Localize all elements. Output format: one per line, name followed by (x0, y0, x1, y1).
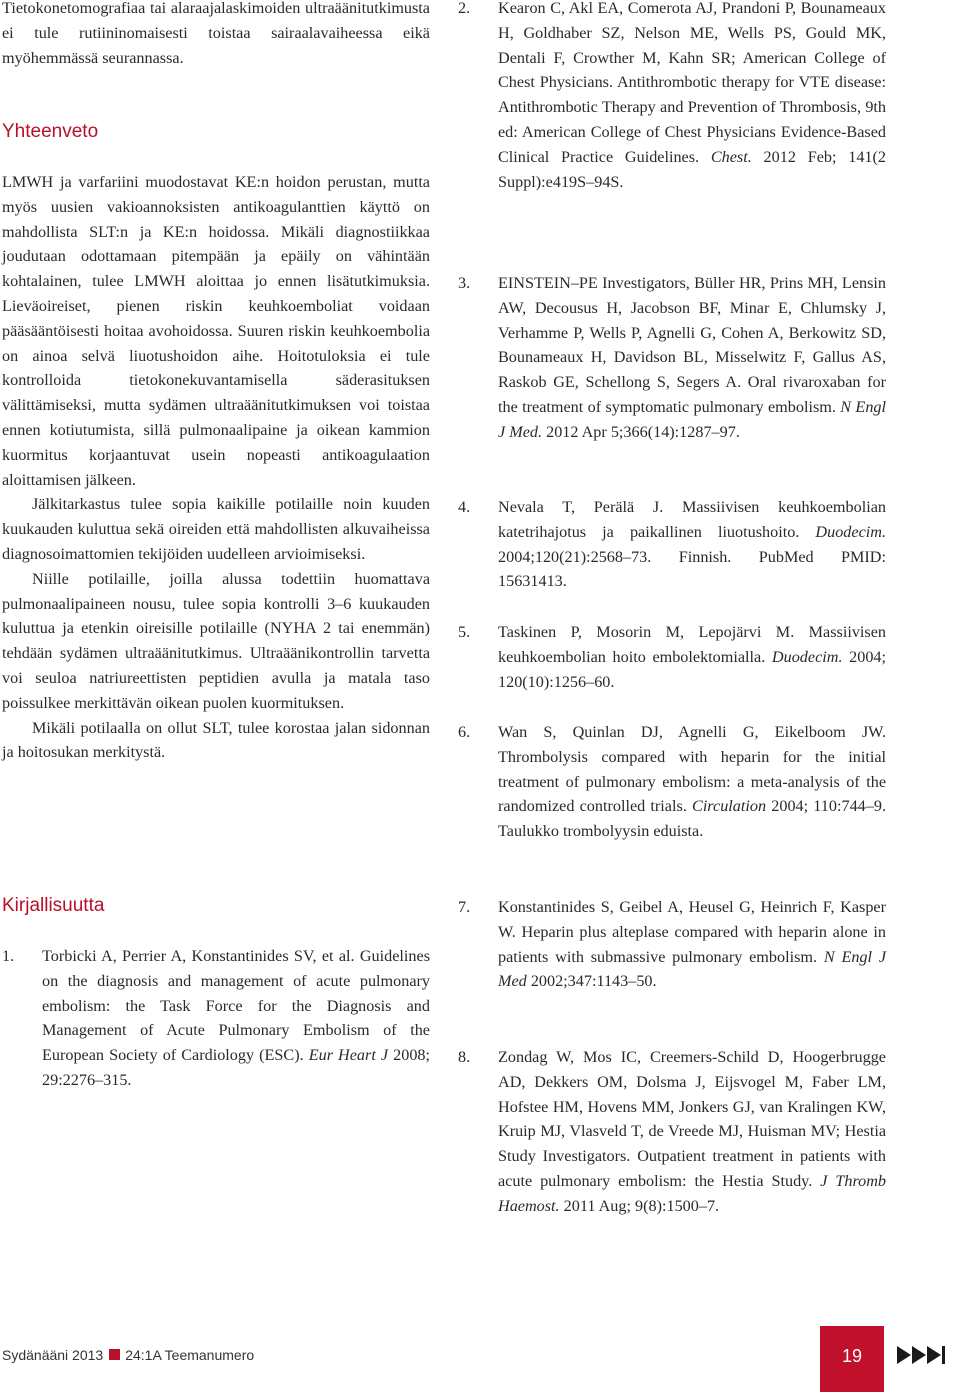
page-number: 19 (841, 1346, 863, 1366)
reference-7 (458, 895, 886, 994)
reference-number: 8. (458, 1048, 471, 1066)
reference-number: 7. (458, 898, 471, 916)
reference-journal: Chest. (710, 147, 752, 166)
double-arrow-right-icon[interactable] (895, 1340, 955, 1370)
reference-body (498, 620, 886, 694)
summary-section (2, 170, 430, 765)
reference-1 (2, 944, 430, 1093)
reference-3 (458, 271, 886, 445)
reference-number: 1. (2, 947, 15, 965)
footer-publication: Sydänääni 2013 (2, 1347, 104, 1363)
reference-journal: N Engl J Med (498, 947, 887, 991)
reference-citation: 2004; 110:744–9. Taulukko trombolyysin eduista. (498, 797, 886, 841)
intro-paragraph: Tietokonetomografiaa tai alaraajalaskimoiden ultraäänitutkimusta ei tule rutiininomaisesti toistaa sairaalavaiheessa eikä myöhemmässä seurannassa. (2, 0, 430, 67)
reference-body (498, 0, 886, 194)
reference-5 (458, 620, 886, 694)
reference-text: Wan S, Quinlan DJ, Agnelli G, Eikelboom JW. Thrombolysis compared with heparin for the initial treatment of pulmonary embolism: a meta-analysis of the randomized controlled trials. (498, 723, 886, 816)
reference-body (498, 720, 886, 844)
reference-citation: 2004;120(21):2568–73. Finnish. PubMed PMID: 15631413. (498, 547, 886, 591)
page-footer (0, 1326, 960, 1392)
summary-paragraph-3: Niille potilaille, joilla alussa todettiin huomattava pulmonaalipaineen nousu, tulee sopia kontrolli 3–6 kuukauden kuluttua ja etenkin oireisille potilaille (NYHA 2 tai enemmän) tehdään sydämen ultraäänitutkimus. Ultraäänikontrollin tarvetta voi seuloa natriureettisten peptidien avulla ja matala taso poissulkee merkittävän oikean puolen kuormituksen. (2, 569, 430, 712)
reference-6 (458, 720, 886, 844)
reference-journal: Eur Heart J (308, 1046, 389, 1065)
reference-text: EINSTEIN–PE Investigators, Büller HR, Prins MH, Lensin AW, Decousus H, Jacobson BF, Minar E, Chlumsky J, Verhamme P, Wells P, Agnelli G, Cohen A, Berkowitz SD, Bounameaux H, Davidson BL, Misselwitz F, Gallus AS, Raskob GE, Schellong S, Segers A. Oral rivaroxaban for the treatment of symptomatic pulmonary embolism. (498, 274, 886, 416)
reference-journal: Duodecim. (771, 647, 843, 666)
reference-number: 2. (458, 0, 471, 17)
summary-paragraph-1: LMWH ja varfariini muodostavat KE:n hoidon perustan, mutta myös uusien vakioannoksisten antikoagulanttien käyttö on mahdollista SLT:n ja KE:n hoidossa. Mikäli diagnostiikkaa joudutaan odottamaan pitempään ja epäily on vähintään kohtalainen, tulee LMWH aloittaa jo ennen lisätutkimuksia. Lieväoireiset, pienen riskin keuhkoemboliat voidaan pääsääntöisesti hoitaa avohoidossa. Suuren riskin keuhkoembolia on ainoa selvä liuotushoidon aihe. Hoitotuloksia ei tule kontrolloida tietokonekuvantamisella säderasituksen välittämiseksi, mutta sydämen ultraäänitutkimuksen voi toistaa ennen kotiutumista, sillä pulmonaalipaine ja oikean kammion kuormitus korjaantuvat usein nopeasti antikoagulaation aloittamisen jälkeen. (2, 173, 430, 489)
reference-number: 3. (458, 274, 471, 292)
summary-paragraph-2: Jälkitarkastus tulee sopia kaikille potilaille noin kuuden kuukauden kuluttua sekä oireiden että mahdollisten alkuvaiheissa diagnosoimattomien tekijöiden uudelleen arvioimiseksi. (2, 495, 430, 563)
reference-number: 4. (458, 498, 471, 516)
reference-text: Kearon C, Akl EA, Comerota AJ, Prandoni P, Bounameaux H, Goldhaber SZ, Nelson ME, Wells PS, Gould MK, Dentali F, Crowther M, Kahn SR; American College of Chest Physicians. Antithrombotic therapy for VTE disease: Antithrombotic Therapy and Prevention of Thrombosis, 9th ed: American College of Chest Physicians Evidence-Based Clinical Practice Guidelines. (498, 0, 886, 166)
reference-journal: N Engl J Med. (498, 397, 887, 441)
reference-text: Torbicki A, Perrier A, Konstantinides SV, et al. Guidelines on the diagnosis and management of acute pulmonary embolism: the Task Force for the Diagnosis and Management of Acute Pulmonary Embolism of the European Society of Cardiology (ESC). (42, 947, 430, 1065)
reference-citation: 2011 Aug; 9(8):1500–7. (563, 1196, 720, 1215)
reference-body (498, 271, 886, 445)
reference-8 (458, 1045, 886, 1219)
summary-heading: Yhteenveto (2, 121, 99, 142)
reference-text: Nevala T, Perälä J. Massiivisen keuhkoembolian katetrihajotus ja paikallinen liuotushoito. (498, 498, 886, 541)
reference-journal: Duodecim. (815, 522, 886, 541)
reference-journal: J Thromb Haemost. (498, 1171, 887, 1215)
footer-issue: 24:1A Teemanumero (125, 1347, 255, 1363)
reference-text: Taskinen P, Mosorin M, Lepojärvi M. Massiivisen keuhkoembolian hoito embolektomialla. (498, 623, 886, 666)
reference-journal: Circulation (692, 797, 767, 816)
summary-paragraph-4: Mikäli potilaalla on ollut SLT, tulee korostaa jalan sidonnan ja hoitosukan merkitystä. (2, 718, 430, 762)
reference-body (498, 495, 886, 594)
reference-4 (458, 495, 886, 594)
reference-citation: 2008; 29:2276–315. (42, 1046, 431, 1089)
reference-text: Zondag W, Mos IC, Creemers-Schild D, Hoogerbrugge AD, Dekkers OM, Dolsma J, Eijsvogel M, Faber LM, Hofstee HM, Hovens MM, Jonkers GJ, van Kralingen KW, Kruip MJ, Vlasveld T, de Vreede MJ, Huisman MV; Hestia Study Investigators. Outpatient treatment in patients with acute pulmonary embolism: the Hestia Study. (498, 1048, 886, 1190)
reference-citation: 2012 Feb; 141(2 Suppl):e419S–94S. (498, 147, 886, 191)
reference-number: 5. (458, 623, 471, 641)
references-heading: Kirjallisuutta (2, 895, 105, 916)
reference-body (42, 944, 430, 1093)
square-bullet-icon (109, 1349, 120, 1360)
reference-2 (458, 0, 886, 194)
reference-citation: 2002;347:1143–50. (530, 972, 657, 991)
reference-body (498, 895, 886, 994)
reference-text: Konstantinides S, Geibel A, Heusel G, Heinrich F, Kasper W. Heparin plus alteplase compared with heparin alone in patients with submassive pulmonary embolism. (498, 898, 886, 966)
reference-number: 6. (458, 723, 471, 741)
page-number-box (820, 1326, 884, 1392)
reference-body (498, 1045, 886, 1219)
reference-citation: 2004; 120(10):1256–60. (498, 647, 887, 691)
reference-citation: 2012 Apr 5;366(14):1287–97. (546, 422, 740, 441)
footer-publication-line (2, 1345, 254, 1365)
